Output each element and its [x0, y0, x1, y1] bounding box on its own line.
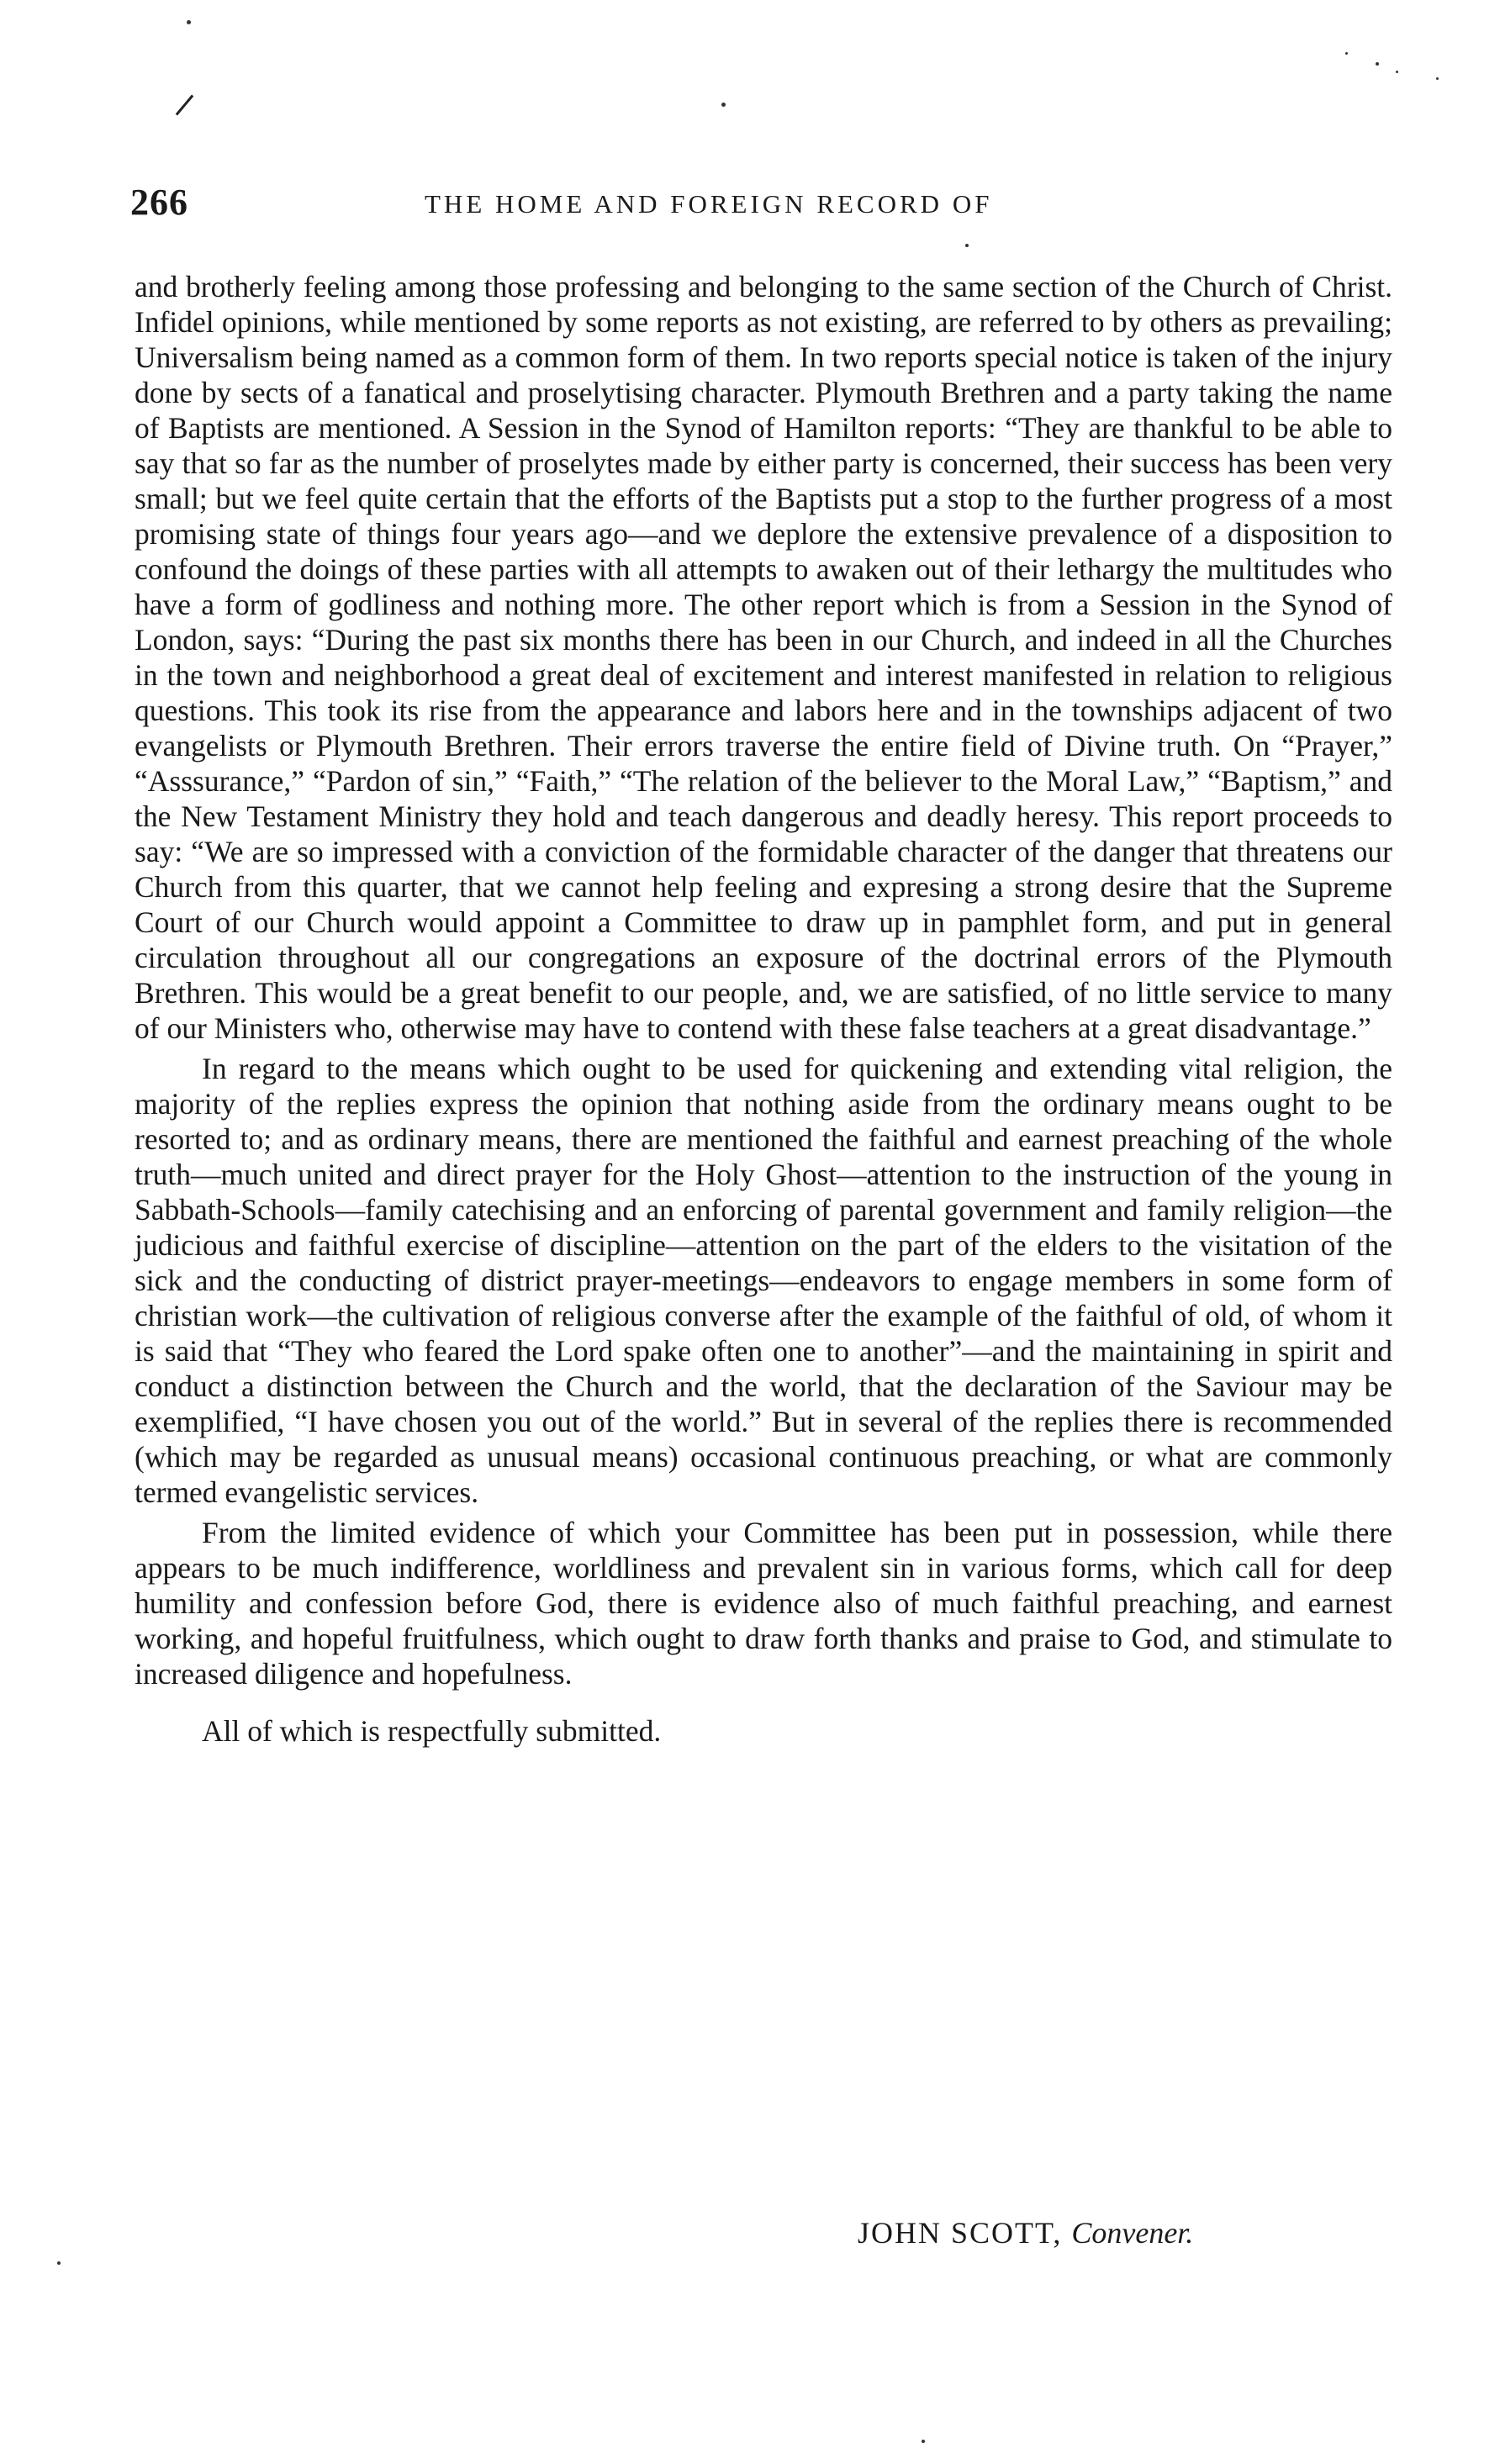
closing-line: All of which is respectfully submitted. [202, 1714, 662, 1748]
ink-speck [1396, 71, 1398, 73]
ink-speck [1345, 52, 1348, 55]
body-text [135, 269, 1392, 1749]
ink-speck [922, 2440, 925, 2443]
ink-speck [721, 103, 726, 107]
ink-speck [1436, 77, 1439, 80]
ink-speck [187, 20, 191, 24]
running-head: THE HOME AND FOREIGN RECORD OF [425, 189, 993, 219]
signature [858, 2215, 1193, 2250]
page-number: 266 [130, 182, 188, 223]
page-header [130, 181, 1392, 231]
ink-speck [965, 244, 969, 247]
paragraph: From the limited evidence of which your Committee has been put in possession, while there appears to be much indifference, worldliness and prevalent sin in various forms, which call for deep humility and confession before God, there is evidence also of much faithful preaching, and earnest working, and hopeful fruitfulness, which ought to draw forth thanks and praise to God, and stimulate to increased diligence and hopefulness. [135, 1516, 1392, 1691]
ink-speck [57, 2261, 61, 2265]
pen-mark [176, 95, 194, 116]
paragraph: and brotherly feeling among those professing and belonging to the same section of the Church of Christ. Infidel opinions, while mentioned by some reports as not existing, are referred to by others as prevailing; Universalism being named as a common form of them. In two reports special notice is taken of the injury done by sects of a fanatical and proselytising character. Plymouth Brethren and a party taking the name of Baptists are mentioned. A Session in the Synod of Hamilton reports: “They are thankful to be able to say that so far as the number of proselytes made by either party is concerned, their success has been very small; but we feel quite certain that the efforts of the Baptists put a stop to the further progress of a most promising state of things four years ago—and we deplore the extensive prevalence of a disposition to confound the doings of these parties with all attempts to awaken out of their lethargy the multitudes who have a form of godliness and nothing more. The other report which is from a Session in the Synod of London, says: “During the past six months there has been in our Church, and indeed in all the Churches in the town and neighborhood a great deal of excitement and interest manifested in relation to religious questions. This took its rise from the appearance and labors here and in the townships adjacent of two evangelists or Plymouth Brethren. Their errors traverse the entire field of Divine truth. On “Prayer,” “Asssurance,” “Pardon of sin,” “Faith,” “The relation of the believer to the Moral Law,” “Baptism,” and the New Testament Ministry they hold and teach dangerous and deadly heresy. This report proceeds to say: “We are so impressed with a conviction of the formidable character of the danger that threatens our Church from this quarter, that we cannot help feeling and expresing a strong desire that the Supreme Court of our Church would appoint a Committee to draw up in pamphlet form, and put in general circulation throughout all our congregations an exposure of the doctrinal errors of the Plymouth Brethren. This would be a great benefit to our people, and, we are satisfied, of no little service to many of our Ministers who, otherwise may have to contend with these false teachers at a great disadvantage.” [135, 270, 1392, 1045]
signature-name: JOHN SCOTT, [858, 2216, 1063, 2250]
signature-role: Convener. [1071, 2216, 1194, 2250]
ink-speck [1376, 62, 1379, 66]
paragraph: In regard to the means which ought to be used for quickening and extending vital religion, the majority of the replies express the opinion that nothing aside from the ordinary means ought to be resorted to; and as ordinary means, there are mentioned the faithful and earnest preaching of the whole truth—much united and direct prayer for the Holy Ghost—attention to the instruction of the young in Sabbath-Schools—family catechising and an enforcing of parental government and family religion—the judicious and faithful exercise of discipline—attention on the part of the elders to the visitation of the sick and the conducting of district prayer-meetings—endeavors to engage members in some form of christian work—the cultivation of religious converse after the example of the faithful of old, of whom it is said that “They who feared the Lord spake often one to another”—and the maintaining in spirit and conduct a distinction between the Church and the world, that the declaration of the Saviour may be exemplified, “I have chosen you out of the world.” But in several of the replies there is recommended (which may be regarded as unusual means) occasional continuous preaching, or what are commonly termed evangelistic services. [135, 1052, 1392, 1509]
